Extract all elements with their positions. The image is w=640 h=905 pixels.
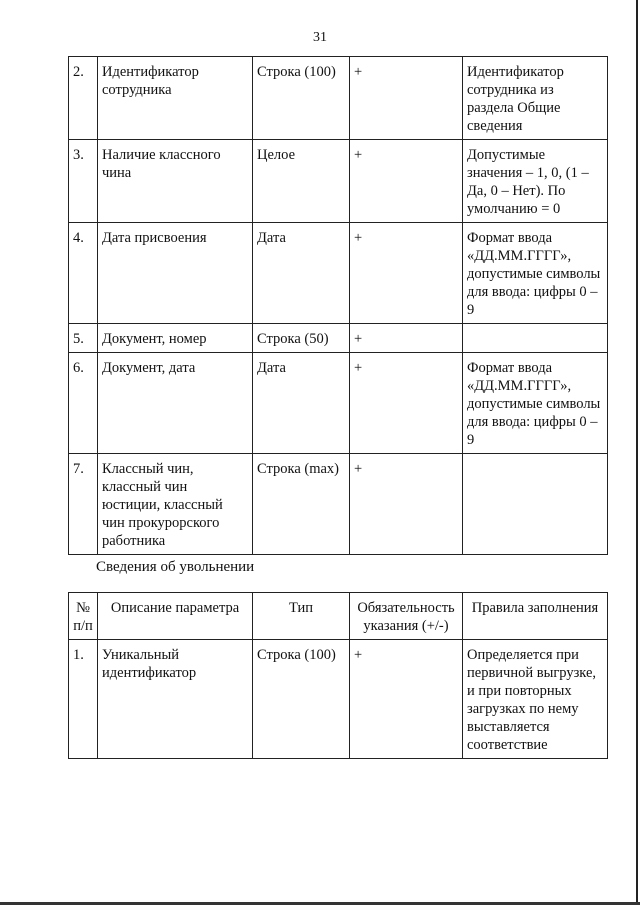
row-number: 1. [69,640,98,759]
section-title: Сведения об увольнении [96,559,255,575]
row-number: 6. [69,353,98,454]
header-type: Тип [253,593,350,640]
header-description: Описание параметра [98,593,253,640]
parameter-rules [463,324,608,353]
parameters-table-continued [68,56,608,555]
parameter-description: Документ, номер [98,324,253,353]
parameter-description: Наличие классного чина [98,140,253,223]
table-header-row [69,593,608,640]
parameter-description: Идентификатор сотрудника [98,57,253,140]
parameter-type: Строка (100) [253,640,350,759]
parameter-rules: Допустимые значения – 1, 0, (1 – Да, 0 – Нет). По умолчанию = 0 [463,140,608,223]
parameter-rules: Формат ввода «ДД.ММ.ГГГГ», допустимые символы для ввода: цифры 0 – 9 [463,353,608,454]
table-row [69,57,608,140]
parameter-required: + [350,57,463,140]
parameter-type: Дата [253,353,350,454]
dismissal-parameters-table [68,592,608,759]
parameter-type: Дата [253,223,350,324]
table-row [69,140,608,223]
row-number: 2. [69,57,98,140]
row-number: 4. [69,223,98,324]
parameter-rules: Идентификатор сотрудника из раздела Общие сведения [463,57,608,140]
parameter-description: Уникальный идентификатор [98,640,253,759]
row-number: 3. [69,140,98,223]
header-number: № п/п [69,593,98,640]
parameter-rules: Формат ввода «ДД.ММ.ГГГГ», допустимые символы для ввода: цифры 0 – 9 [463,223,608,324]
table-row [69,223,608,324]
header-required: Обязательность указания (+/-) [350,593,463,640]
parameter-required: + [350,324,463,353]
parameter-required: + [350,353,463,454]
parameter-description: Документ, дата [98,353,253,454]
parameter-required: + [350,640,463,759]
table-row [69,324,608,353]
parameter-required: + [350,223,463,324]
parameter-type: Строка (100) [253,57,350,140]
row-number: 7. [69,454,98,555]
parameter-rules [463,454,608,555]
header-rules: Правила заполнения [463,593,608,640]
table-row [69,454,608,555]
table-row [69,353,608,454]
parameter-required: + [350,140,463,223]
parameter-description: Классный чин, классный чин юстиции, классный чин прокурорского работника [98,454,253,555]
parameter-type: Целое [253,140,350,223]
table-row [69,640,608,759]
page-number: 31 [313,30,327,45]
parameter-rules: Определяется при первичной выгрузке, и при повторных загрузках по нему выставляется соответствие [463,640,608,759]
row-number: 5. [69,324,98,353]
parameter-description: Дата присвоения [98,223,253,324]
parameter-type: Строка (50) [253,324,350,353]
parameter-type: Строка (max) [253,454,350,555]
page-edge [636,0,638,905]
parameter-required: + [350,454,463,555]
